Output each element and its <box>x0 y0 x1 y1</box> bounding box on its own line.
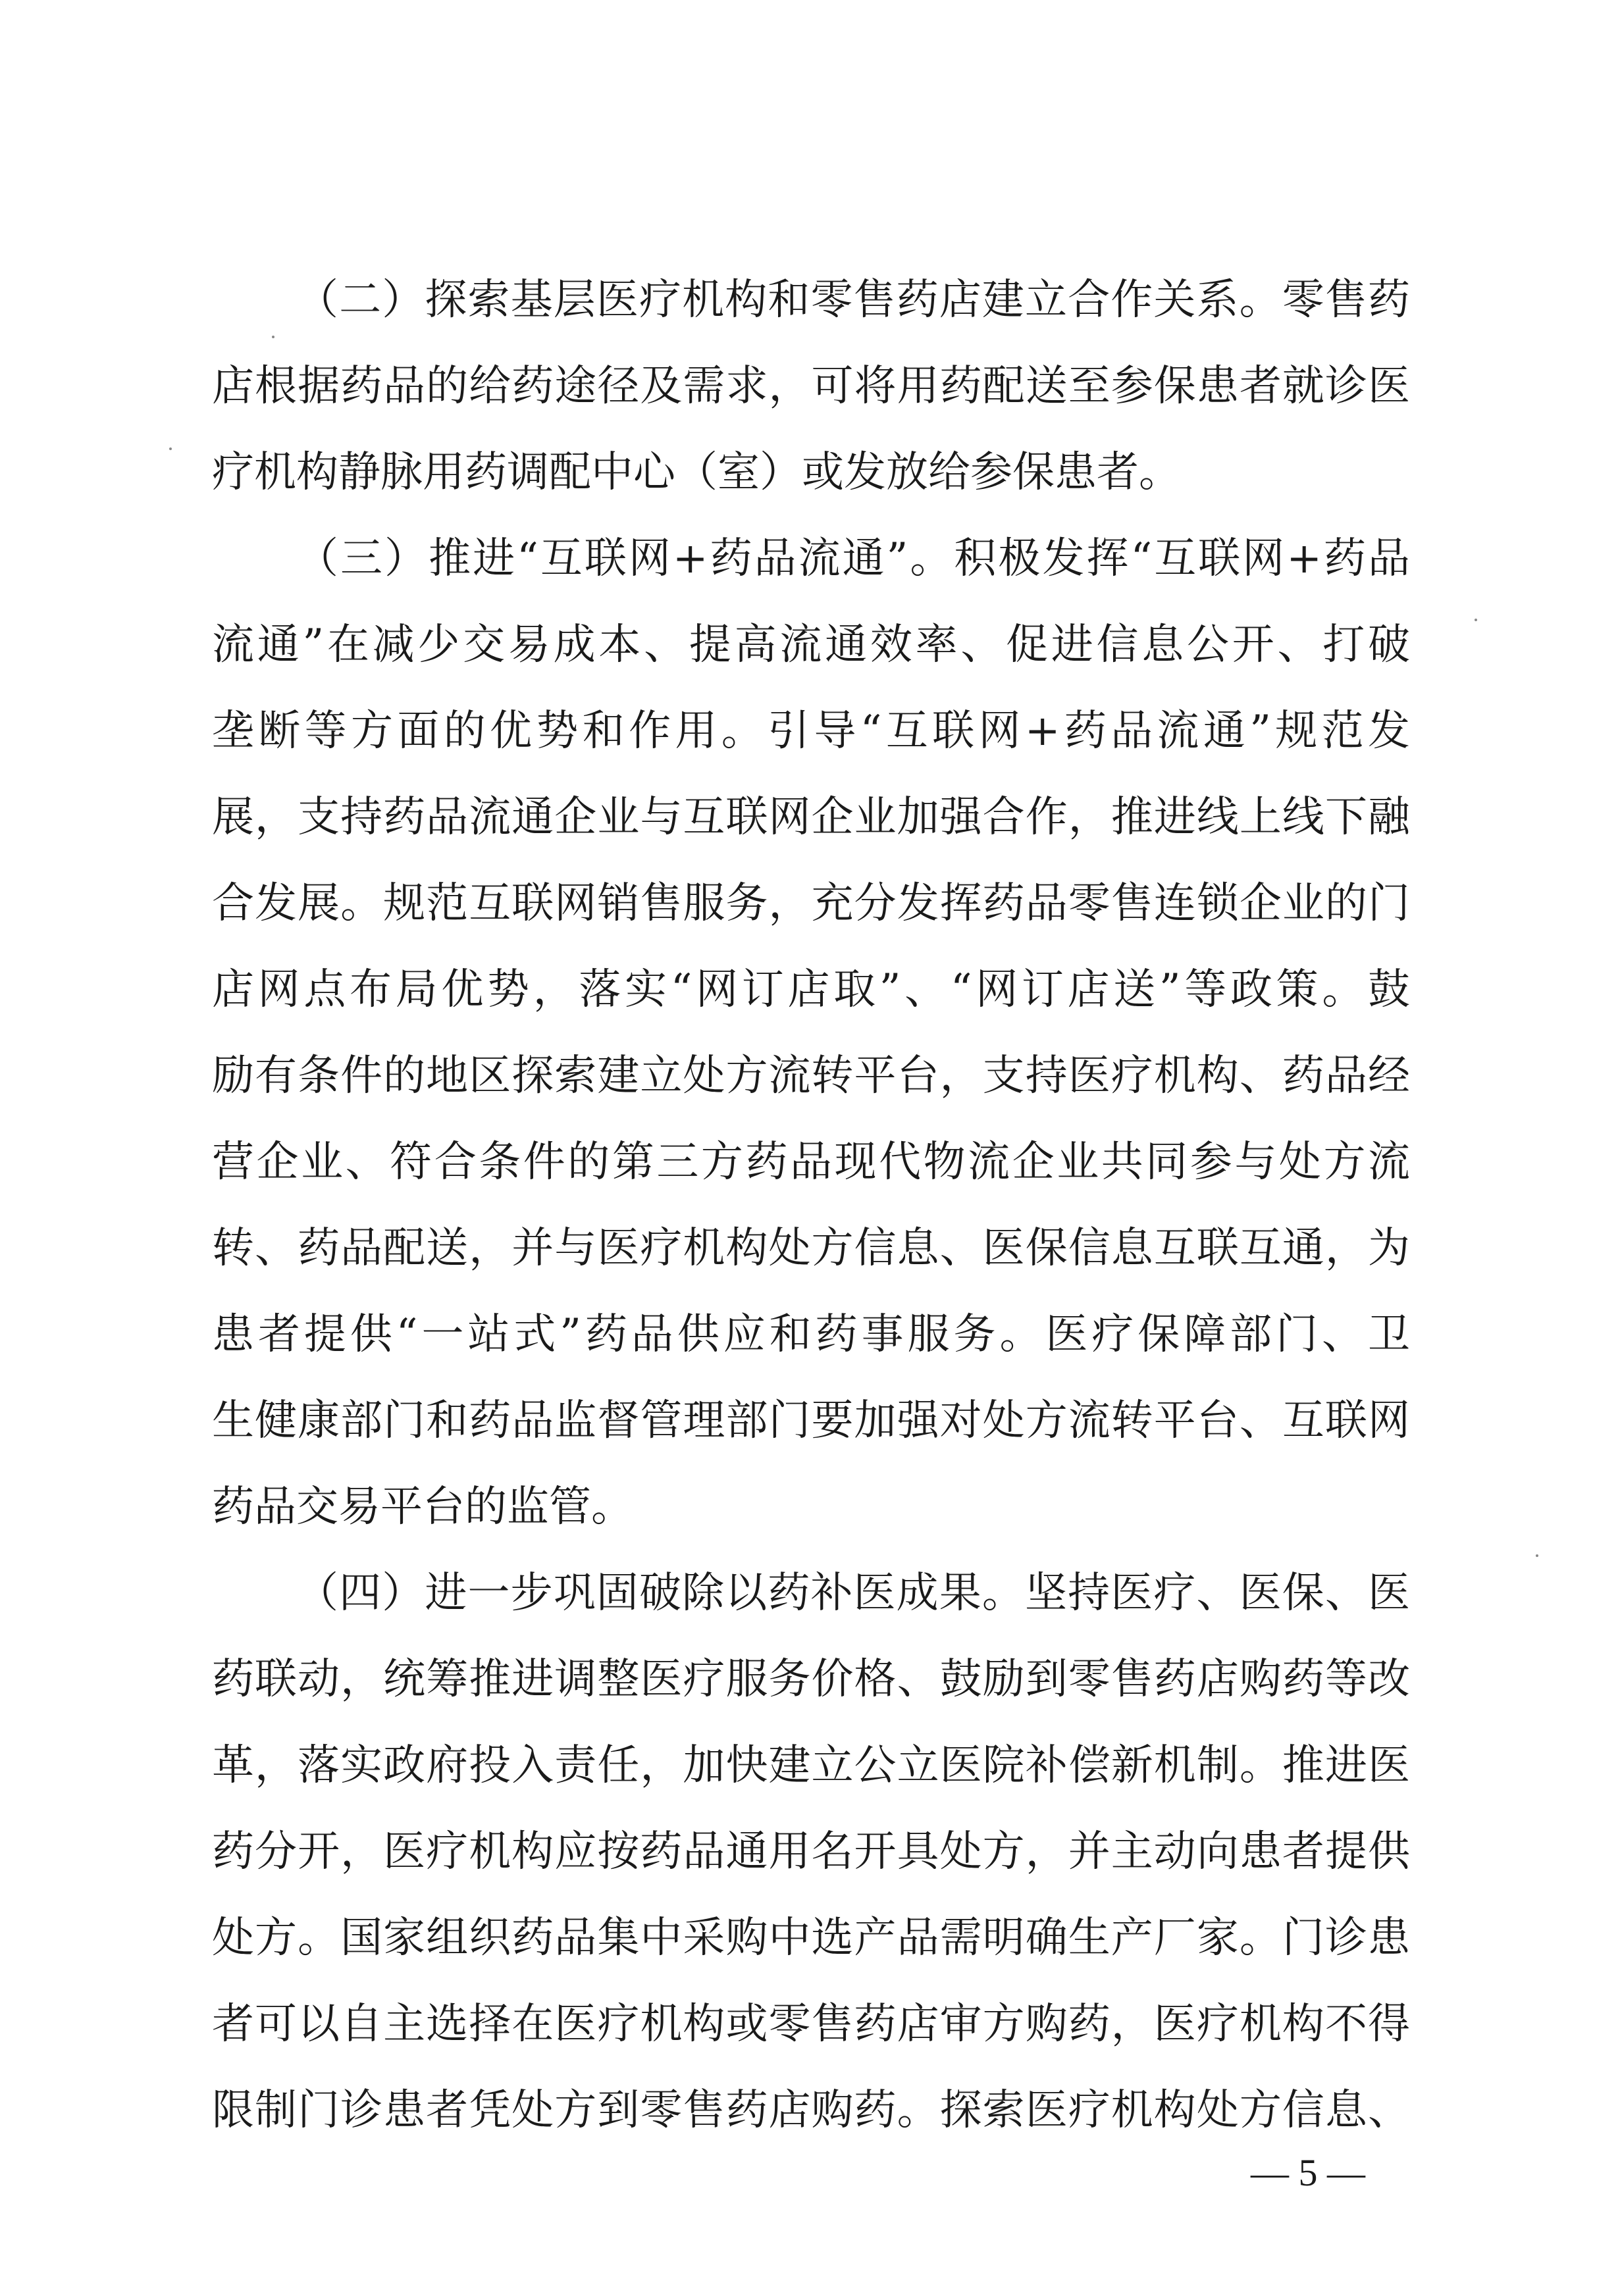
scan-speck <box>1536 1554 1538 1557</box>
paragraph-3-line-11: 生健康部门和药品监督管理部门要加强对处方流转平台、互联网 <box>212 1396 1410 1445</box>
scan-speck <box>272 336 274 338</box>
paragraph-3-line-3: 垄断等方面的优势和作用。引导“互联网+药品流通”规范发 <box>212 707 1410 755</box>
paragraph-3-line-12: 药品交易平台的监管。 <box>212 1483 633 1531</box>
paragraph-3-line-8: 营企业、符合条件的第三方药品现代物流企业共同参与处方流 <box>212 1138 1410 1186</box>
paragraph-3-line-2: 流通”在减少交易成本、提高流通效率、促进信息公开、打破 <box>212 621 1410 669</box>
scan-speck <box>169 447 172 450</box>
paragraph-4-line-2: 药联动，统筹推进调整医疗服务价格、鼓励到零售药店购药等改 <box>212 1655 1410 1704</box>
paragraph-3-line-5: 合发展。规范互联网销售服务，充分发挥药品零售连锁企业的门 <box>212 879 1410 928</box>
paragraph-3-line-7: 励有条件的地区探索建立处方流转平台，支持医疗机构、药品经 <box>212 1052 1410 1100</box>
paragraph-2-line-3: 疗机构静脉用药调配中心（室）或发放给参保患者。 <box>212 448 1181 497</box>
paragraph-4-line-3: 革，落实政府投入责任，加快建立公立医院补偿新机制。推进医 <box>212 1741 1410 1790</box>
paragraph-2-line-2: 店根据药品的给药途径及需求，可将用药配送至参保患者就诊医 <box>212 362 1410 411</box>
paragraph-4-line-7: 限制门诊患者凭处方到零售药店购药。探索医疗机构处方信息、 <box>212 2086 1410 2135</box>
paragraph-3-line-10: 患者提供“一站式”药品供应和药事服务。医疗保障部门、卫 <box>212 1310 1410 1359</box>
scan-speck <box>1475 619 1477 621</box>
paragraph-3-line-1: （三）推进“互联网+药品流通”。积极发挥“互联网+药品 <box>296 534 1410 583</box>
paragraph-4-line-1: （四）进一步巩固破除以药补医成果。坚持医疗、医保、医 <box>296 1569 1410 1618</box>
paragraph-3-line-9: 转、药品配送，并与医疗机构处方信息、医保信息互联互通，为 <box>212 1224 1410 1273</box>
paragraph-4-line-6: 者可以自主选择在医疗机构或零售药店审方购药，医疗机构不得 <box>212 2000 1410 2049</box>
paragraph-4-line-4: 药分开，医疗机构应按药品通用名开具处方，并主动向患者提供 <box>212 1827 1410 1876</box>
paragraph-4-line-5: 处方。国家组织药品集中采购中选产品需明确生产厂家。门诊患 <box>212 1914 1410 1962</box>
paragraph-2-line-1: （二）探索基层医疗机构和零售药店建立合作关系。零售药 <box>296 276 1410 324</box>
page-number: — 5 — <box>1251 2151 1365 2194</box>
paragraph-3-line-6: 店网点布局优势，落实“网订店取”、“网订店送”等政策。鼓 <box>212 965 1410 1014</box>
paragraph-3-line-4: 展，支持药品流通企业与互联网企业加强合作，推进线上线下融 <box>212 793 1410 842</box>
